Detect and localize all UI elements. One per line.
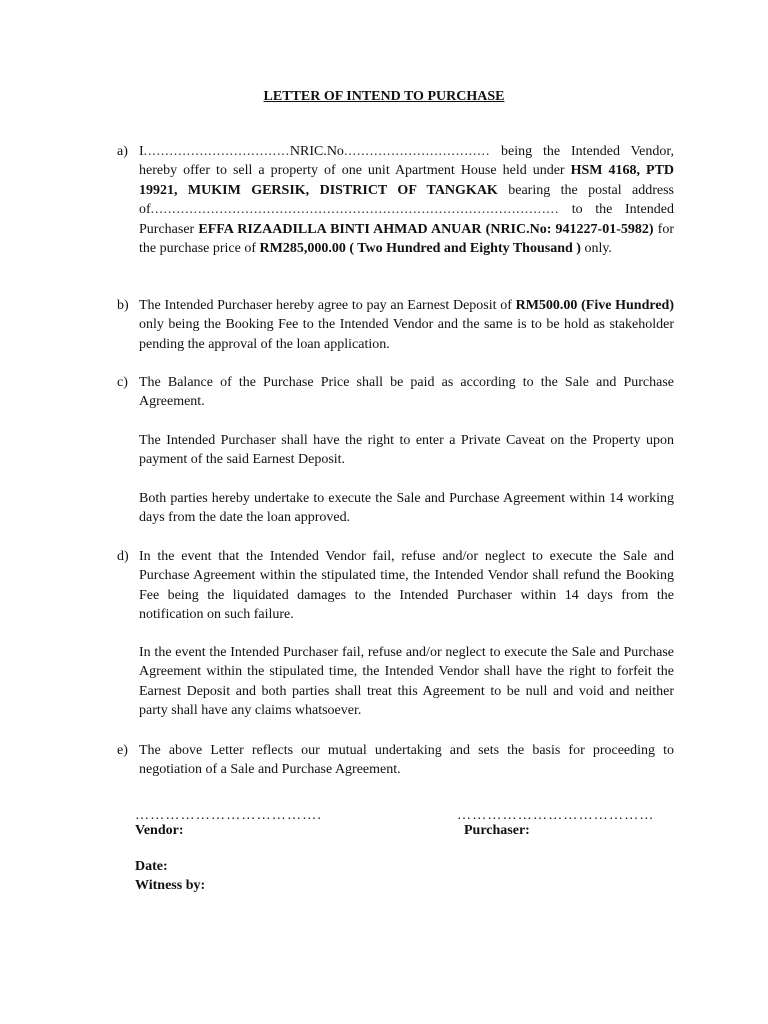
vendor-label: Vendor:	[135, 823, 184, 838]
witness-label: Witness by:	[135, 878, 206, 893]
purchase-price: RM285,000.00 ( Two Hundred and Eighty Thousand )	[259, 241, 581, 257]
property-title: HSM 4168, PTD 19921, MUKIM GERSIK, DISTRICT OF TANGKAK	[139, 163, 675, 198]
clause-b-marker: b)	[117, 298, 129, 313]
clause-b-text	[139, 296, 674, 354]
letter-title: LETTER OF INTEND TO PURCHASE	[263, 89, 505, 104]
clause-e-text: The above Letter reflects our mutual undertaking and sets the basis for proceeding to negotiation of a Sale and Purchase Agreement.	[139, 743, 674, 778]
clause-c-paragraph-3: Both parties hereby undertake to execute the Sale and Purchase Agreement within 14 working days from the date the loan approved.	[139, 491, 674, 526]
clause-a-text-1: being the Intended Vendor, hereby offer to sell a property of one unit Apartment House held under	[139, 144, 674, 179]
purchaser-signature-line: …………………………………	[457, 808, 655, 823]
clause-d-paragraph-1: In the event that the Intended Vendor fail, refuse and/or neglect to execute the Sale and Purchase Agreement within the stipulated time, the Intended Vendor shall refund the Booking Fee being the liquidated damages to the Intended Purchaser within 14 days from the notification on such failure.	[139, 549, 674, 623]
clause-a-text	[139, 142, 674, 258]
clause-b-text-1: The Intended Purchaser hereby agree to pay an Earnest Deposit of	[139, 298, 516, 313]
date-label: Date:	[135, 859, 168, 874]
clause-c-paragraph-2: The Intended Purchaser shall have the right to enter a Private Caveat on the Property upon payment of the said Earnest Deposit.	[139, 433, 674, 468]
purchaser-name: EFFA RIZAADILLA BINTI AHMAD ANUAR (NRIC.No: 941227-01-5982)	[198, 221, 654, 237]
earnest-deposit: RM500.00 (Five Hundred)	[515, 298, 674, 313]
clause-e-marker: e)	[117, 743, 128, 758]
vendor-name-blank: ..................................	[143, 144, 290, 159]
clause-d-marker: d)	[117, 549, 129, 564]
clause-c-marker: c)	[117, 375, 128, 390]
clause-a-marker: a)	[117, 144, 128, 159]
clause-b-text-2: only being the Booking Fee to the Intended Vendor and the same is to be hold as stakeholder pending the approval of the loan application.	[139, 317, 674, 352]
nric-label: NRIC.No	[289, 144, 344, 159]
postal-address-blank: ...............................................................................................	[150, 202, 560, 218]
clause-a-text-3: to the Intended Purchaser	[139, 202, 674, 237]
clause-c-paragraph-1: The Balance of the Purchase Price shall be paid as according to the Sale and Purchase Agreement.	[139, 375, 674, 410]
clause-d-paragraph-2: In the event the Intended Purchaser fail, refuse and/or neglect to execute the Sale and Purchase Agreement within the stipulated time, the Intended Vendor shall have the right to forfeit the Earnest Deposit and both parties shall treat this Agreement to be null and void and neither party shall have any claims whatsoever.	[139, 645, 674, 719]
vendor-signature-line: ……………………………….	[135, 808, 323, 823]
clause-a-text-2: bearing the postal address of	[139, 182, 674, 218]
clause-a-lead: I	[139, 144, 144, 159]
clause-a-text-5: only.	[580, 241, 612, 257]
vendor-nric-blank: ..................................	[343, 144, 491, 159]
purchaser-label: Purchaser:	[464, 823, 530, 838]
clause-a-text-4: for the purchase price of	[139, 221, 674, 257]
